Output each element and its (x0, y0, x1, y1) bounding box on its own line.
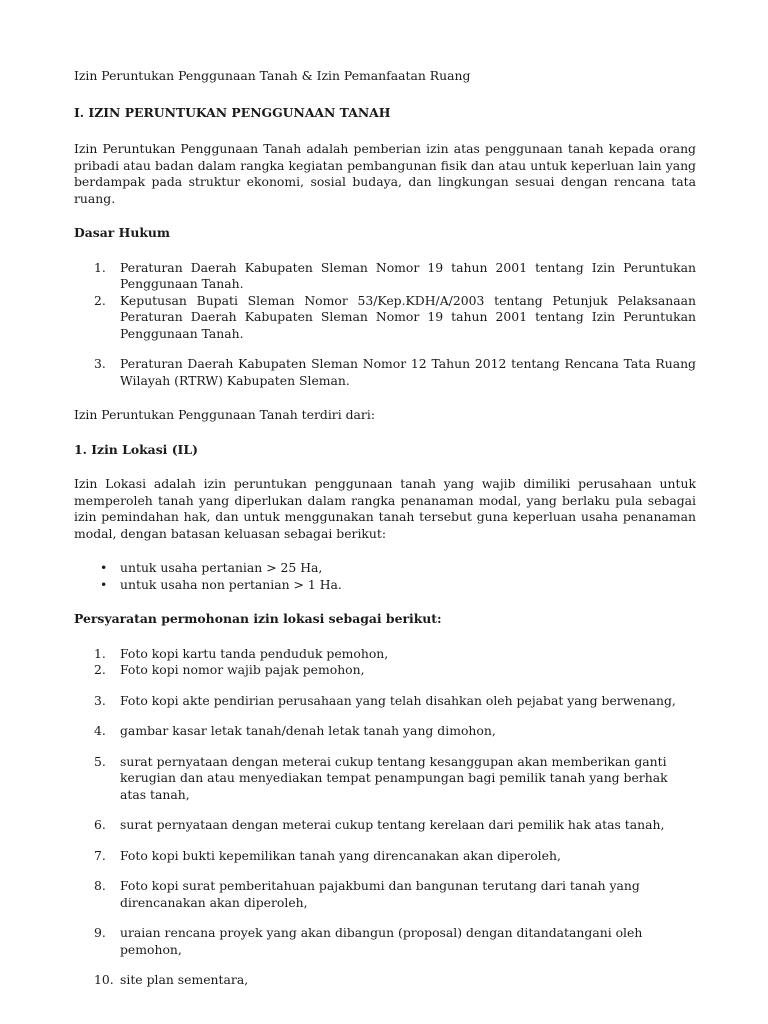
bullet-item (74, 577, 696, 594)
list-number: 2. (94, 292, 106, 308)
dasar-hukum-list (74, 260, 696, 390)
bullet-item (74, 560, 696, 577)
list-number: 5. (94, 753, 106, 769)
list-number: 2. (94, 662, 106, 677)
list-text: Foto kopi nomor wajib pajak pemohon, (120, 662, 365, 677)
list-number: 8. (94, 878, 106, 893)
bullet-text: untuk usaha non pertanian > 1 Ha. (120, 576, 342, 592)
list-item (74, 723, 696, 740)
izin-lokasi-heading: 1. Izin Lokasi (IL) (74, 441, 198, 457)
bullet-list (74, 560, 696, 593)
list-number: 1. (94, 259, 106, 275)
list-text: Keputusan Bupati Sleman Nomor 53/Kep.KDH/A/2003 tentang Petunjuk Pelaksanaan Peraturan Daerah Kabupaten Sleman Nomor 19 tahun 2001 tentang Izin Peruntukan Penggunaan Tanah. (120, 292, 696, 341)
dasar-hukum-heading: Dasar Hukum (74, 225, 171, 240)
list-number: 9. (94, 925, 106, 940)
list-item (74, 878, 696, 911)
list-item (74, 662, 696, 679)
list-text: Foto kopi bukti kepemilikan tanah yang direncanakan akan diperoleh, (120, 847, 561, 863)
list-number: 10. (94, 972, 114, 987)
list-item (74, 972, 696, 989)
list-item (74, 260, 696, 293)
list-item (74, 693, 696, 710)
list-text: surat pernyataan dengan meterai cukup tentang kesanggupan akan memberikan ganti kerugian dan atau menyediakan tempat penampungan bagi pemilik tanah yang berhak atas tanah, (120, 753, 668, 802)
intro-paragraph: Izin Peruntukan Penggunaan Tanah adalah pemberian izin atas penggunaan tanah kepada orang pribadi atau badan dalam rangka kegiatan pembangunan fisik dan atau untuk keperluan lain yang berdampak pada struktur ekonomi, sosial budaya, dan lingkungan sesuai dengan rencana tata ruang. (74, 141, 696, 206)
list-text: gambar kasar letak tanah/denah letak tanah yang dimohon, (120, 723, 496, 738)
list-text: surat pernyataan dengan meterai cukup tentang kerelaan dari pemilik hak atas tanah, (120, 817, 665, 832)
persyaratan-heading: Persyaratan permohonan izin lokasi sebagai berikut: (74, 611, 442, 626)
list-number: 3. (94, 356, 106, 371)
list-number: 6. (94, 817, 106, 832)
list-text: Foto kopi surat pemberitahuan pajakbumi dan bangunan terutang dari tanah yang direncanakan akan diperoleh, (120, 878, 640, 910)
list-item (74, 925, 696, 958)
bullet-text: untuk usaha pertanian > 25 Ha, (120, 560, 323, 575)
persyaratan-list (74, 646, 696, 989)
list-text: Peraturan Daerah Kabupaten Sleman Nomor 12 Tahun 2012 tentang Rencana Tata Ruang Wilayah (RTRW) Kabupaten Sleman. (120, 356, 696, 388)
document-title: Izin Peruntukan Penggunaan Tanah & Izin Pemanfaatan Ruang (74, 68, 471, 83)
bullet-icon: • (100, 576, 108, 592)
document-page (74, 68, 696, 989)
list-text: Foto kopi akte pendirian perusahaan yang telah disahkan oleh pejabat yang berwenang, (120, 692, 676, 708)
list-text: Foto kopi kartu tanda penduduk pemohon, (120, 645, 389, 661)
izin-lokasi-paragraph: Izin Lokasi adalah izin peruntukan penggunaan tanah yang wajib dimiliki perusahaan untuk memperoleh tanah yang diperlukan dalam rangka penanaman modal, yang berlaku pula sebagai izin pemindahan hak, dan untuk menggunakan tanah tersebut guna keperluan usaha penanaman modal, dengan batasan keluasan sebagai berikut: (74, 476, 696, 541)
list-text: Peraturan Daerah Kabupaten Sleman Nomor 19 tahun 2001 tentang Izin Peruntukan Penggunaan Tanah. (120, 259, 696, 291)
list-item (74, 356, 696, 389)
terdiri-dari-text: Izin Peruntukan Penggunaan Tanah terdiri dari: (74, 407, 375, 422)
list-item (74, 754, 696, 804)
list-item (74, 817, 696, 834)
list-text: site plan sementara, (120, 972, 249, 987)
list-text: uraian rencana proyek yang akan dibangun (proposal) dengan ditandatangani oleh pemohon, (120, 925, 643, 957)
list-item (74, 646, 696, 663)
list-item (74, 293, 696, 343)
section-heading: I. IZIN PERUNTUKAN PENGGUNAAN TANAH (74, 104, 391, 120)
bullet-icon: • (100, 560, 108, 575)
list-number: 7. (94, 847, 106, 863)
list-number: 1. (94, 645, 106, 661)
list-item (74, 848, 696, 865)
list-number: 4. (94, 723, 106, 738)
list-number: 3. (94, 692, 106, 708)
